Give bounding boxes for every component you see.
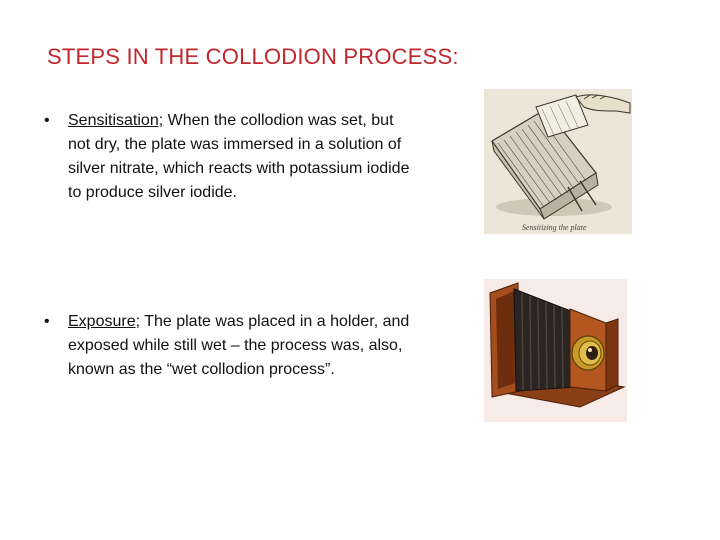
bullet-term: Exposure; [68, 313, 141, 330]
antique-bellows-camera-icon [484, 279, 627, 422]
bullet-marker: • [44, 112, 50, 129]
bullet-sensitisation [44, 109, 416, 205]
slide-title: STEPS IN THE COLLODION PROCESS: [47, 44, 459, 69]
bullet-text [68, 310, 416, 382]
bullet-text [68, 109, 416, 205]
bullet-exposure [44, 310, 416, 382]
bullet-body: The plate was placed in a holder, and exposed while still wet – the process was, also, known as the “wet collodion process”. [68, 313, 410, 378]
bullet-body: When the collodion was set, but not dry, the plate was immersed in a solution of silver nitrate, which reacts with potassium iodide to produce silver iodide. [68, 112, 410, 201]
figure-caption: Sensitizing the plate [522, 223, 587, 232]
engraving-sensitizing-plate-icon [484, 89, 632, 234]
bullet-term: Sensitisation; [68, 112, 164, 129]
sensitizing-plate-image [484, 89, 632, 234]
bullet-marker: • [44, 313, 50, 330]
bellows-camera-image [484, 279, 627, 422]
